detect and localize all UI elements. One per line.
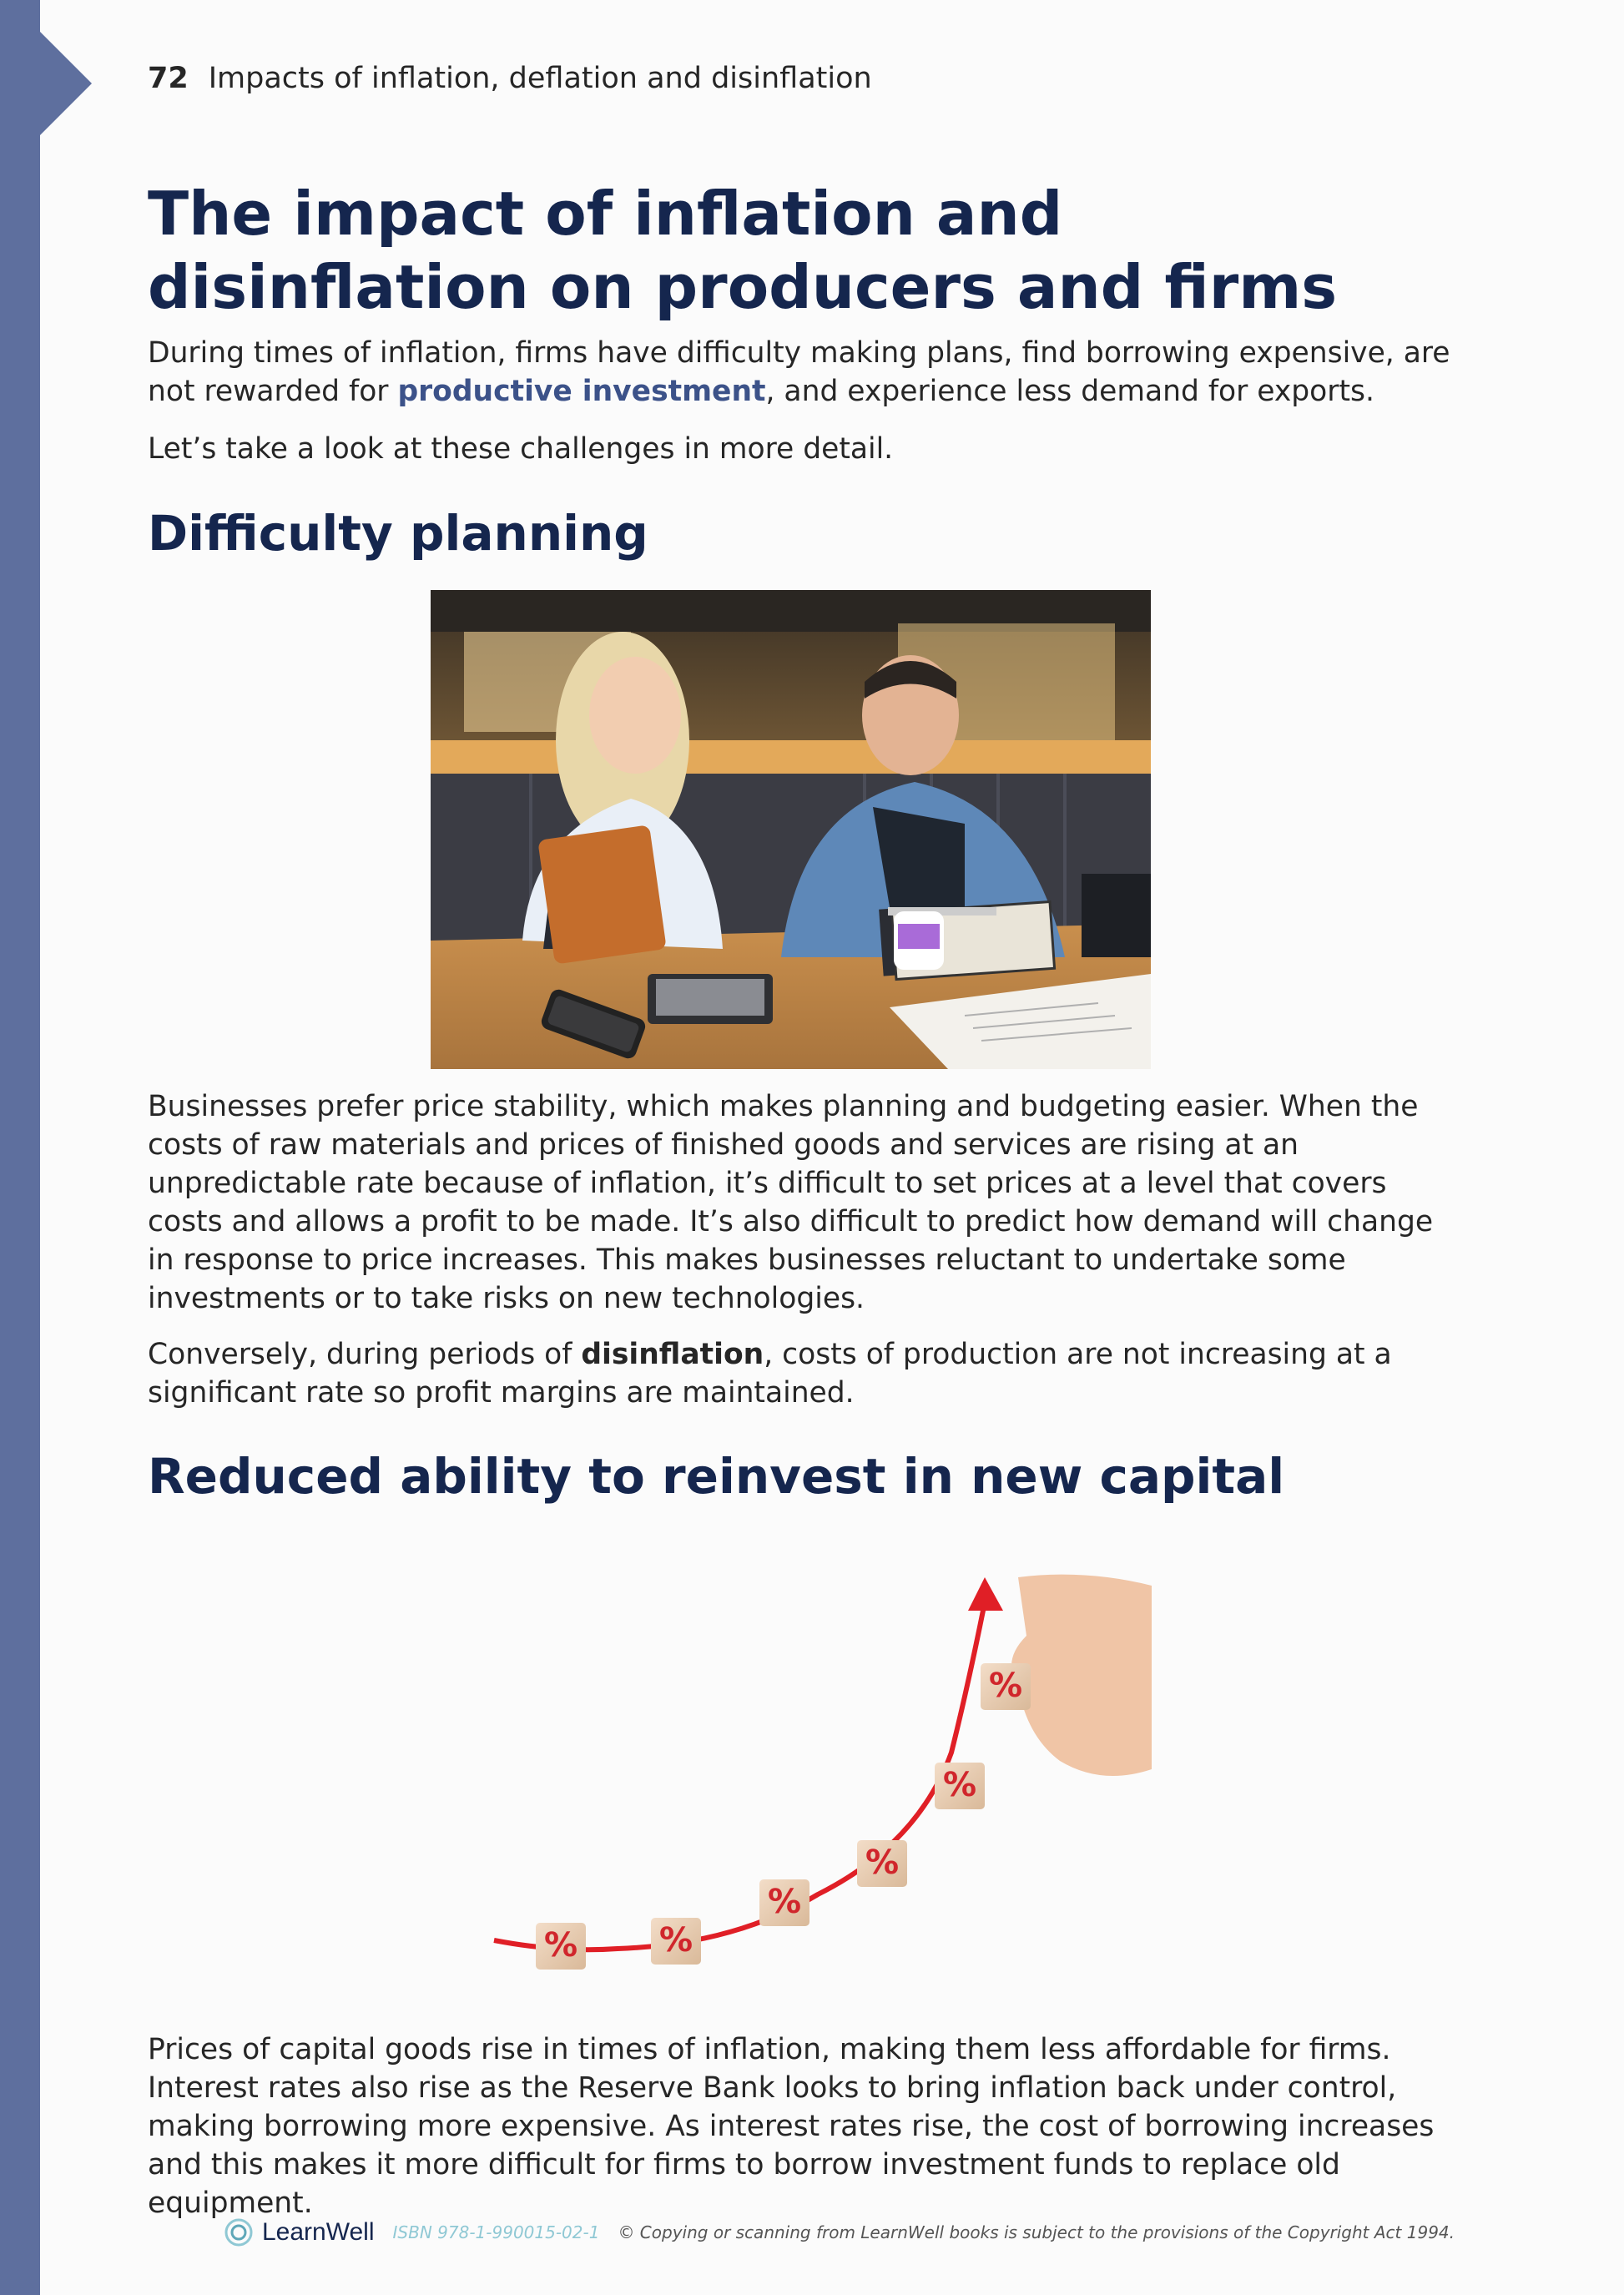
page-footer xyxy=(224,2212,1455,2253)
footer-brand: LearnWell xyxy=(262,2218,375,2246)
bold-term-disinflation: disinflation xyxy=(581,1338,764,1371)
section-heading-difficulty-planning: Difficulty planning xyxy=(148,505,648,562)
svg-text:%: % xyxy=(767,1883,802,1921)
percent-block xyxy=(935,1763,985,1809)
page-number: 72 xyxy=(148,62,189,95)
footer-isbn: ISBN 978-1-990015-02-1 xyxy=(392,2222,600,2242)
chapter-title: Impacts of inflation, deflation and disinflation xyxy=(208,62,872,95)
svg-text:%: % xyxy=(865,1844,900,1882)
photo-cafe-workers-planning xyxy=(431,590,1151,1069)
section-heading-reinvest: Reduced ability to reinvest in new capital xyxy=(148,1448,1285,1505)
svg-text:%: % xyxy=(988,1667,1023,1705)
learnwell-logo-icon xyxy=(224,2217,254,2247)
footer-copyright: © Copying or scanning from LearnWell books is subject to the provisions of the Copyright Act 1994. xyxy=(618,2222,1455,2242)
percent-block xyxy=(759,1879,809,1926)
percent-block xyxy=(536,1923,586,1970)
page-tab-marker xyxy=(40,32,92,135)
svg-text:%: % xyxy=(942,1766,977,1804)
glossary-link-productive-investment[interactable]: productive investment xyxy=(397,375,766,408)
section2-paragraph: Prices of capital goods rise in times of inflation, making them less affordable for firms. Interest rates also rise as the Reserve Bank looks to bring inflation back under control, making borrowing more expensive. As interest rates rise, the cost of borrowing increases and this makes it more difficult for firms to borrow investment funds to replace old equipment. xyxy=(148,2033,1435,2220)
sidebar-accent-bar xyxy=(0,0,40,2295)
percent-block xyxy=(981,1663,1031,1710)
percent-block xyxy=(857,1840,907,1887)
arrow-head-icon xyxy=(968,1577,1003,1611)
svg-text:%: % xyxy=(658,1921,693,1960)
svg-text:%: % xyxy=(543,1926,578,1965)
running-header xyxy=(148,62,872,95)
section1-paragraph-2: Conversely, during periods of disinflation, costs of production are not increasing at a significant rate so profit margins are maintained. xyxy=(148,1338,1392,1410)
percent-block xyxy=(651,1918,701,1965)
intro-paragraph: During times of inflation, firms have difficulty making plans, find borrowing expensive, are not rewarded for productive investment, and experience less demand for exports. xyxy=(148,336,1450,408)
hand-icon xyxy=(1011,1575,1152,1776)
trend-arrow-line xyxy=(494,1602,985,1949)
intro-paragraph-2: Let’s take a look at these challenges in more detail. xyxy=(148,432,894,466)
photo-rising-percent-blocks xyxy=(484,1569,1152,2020)
page-title: The impact of inflation and disinflation on producers and firms xyxy=(148,179,1338,322)
section1-paragraph: Businesses prefer price stability, which makes planning and budgeting easier. When the costs of raw materials and prices of finished goods and services are rising at an unpredictable rate because of inflation, it’s difficult to set prices at a level that covers costs and allows a profit to be made. It’s also difficult to predict how demand will change in response to price increases. This makes businesses reluctant to undertake some investments or to take risks on new technologies. xyxy=(148,1090,1434,1315)
